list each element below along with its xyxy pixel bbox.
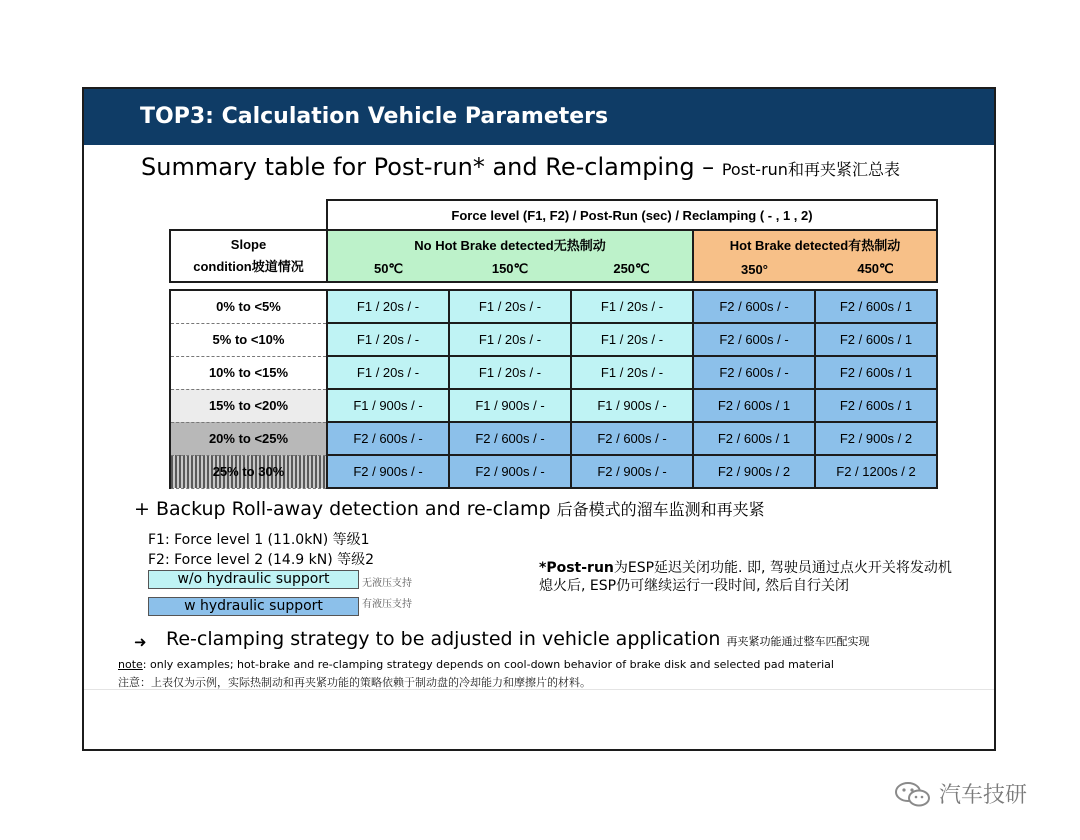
table-corner (170, 200, 327, 230)
slope-header-line2: condition坡道情况 (193, 259, 304, 274)
summary-table (169, 199, 938, 489)
legend-without-hydraulic: w/o hydraulic support (148, 570, 359, 589)
table-cell: F1 / 900s / - (449, 389, 571, 422)
legend-with-hydraulic: w hydraulic support (148, 597, 359, 616)
temp-50: 50℃ (327, 257, 449, 282)
table-cell: F2 / 600s / - (693, 290, 815, 323)
watermark-text: 汽车技研 (939, 783, 1028, 808)
note-en (118, 658, 834, 671)
slope-cell: 10% to <15% (170, 356, 327, 389)
slide-subtitle (141, 153, 900, 181)
subtitle-main: Summary table for Post-run* and Re-clamping – (141, 153, 715, 181)
slide (82, 87, 996, 751)
slope-cell: 20% to <25% (170, 422, 327, 455)
post-run-label: *Post-run (539, 560, 614, 576)
table-cell: F1 / 20s / - (571, 356, 693, 389)
arrow-right-icon: ➜ (134, 634, 147, 651)
table-cell: F1 / 20s / - (327, 356, 449, 389)
table-row (170, 356, 937, 389)
temp-350: 350° (693, 257, 815, 282)
slope-cell: 15% to <20% (170, 389, 327, 422)
slope-header (170, 230, 327, 282)
temp-150: 150℃ (449, 257, 571, 282)
table-cell: F2 / 900s / - (571, 455, 693, 488)
table-cell: F2 / 900s / 2 (815, 422, 937, 455)
table-spacer (170, 282, 937, 290)
backup-main: + Backup Roll-away detection and re-clamp (134, 498, 551, 520)
table-cell: F2 / 600s / 1 (815, 323, 937, 356)
slide-title: TOP3: Calculation Vehicle Parameters (140, 104, 609, 129)
slide-header (84, 89, 994, 145)
post-run-text: 为ESP延迟关闭功能. 即, 驾驶员通过点火开关将发动机熄火后, ESP仍可继续运行一段时间, 然后自行关闭 (539, 560, 952, 594)
table-cell: F2 / 600s / 1 (693, 389, 815, 422)
force-level-1: F1: Force level 1 (11.0kN) 等级1 (148, 532, 370, 548)
temp-450: 450℃ (815, 257, 937, 282)
backup-cn: 后备模式的溜车监测和再夹紧 (556, 500, 765, 519)
table-cell: F2 / 600s / - (571, 422, 693, 455)
table-cell: F2 / 600s / - (327, 422, 449, 455)
note-label: note (118, 658, 143, 671)
wechat-icon (893, 779, 933, 809)
table-cell: F1 / 20s / - (449, 356, 571, 389)
table-cell: F1 / 20s / - (449, 290, 571, 323)
table-row (170, 290, 937, 323)
table-cell: F2 / 900s / - (449, 455, 571, 488)
slope-cell: 0% to <5% (170, 290, 327, 323)
slope-header-line1: Slope (230, 237, 267, 252)
table-cell: F2 / 600s / 1 (693, 422, 815, 455)
reclamp-cn: 再夹紧功能通过整车匹配实现 (726, 635, 870, 648)
slope-cell: 5% to <10% (170, 323, 327, 356)
table-row (170, 323, 937, 356)
slide-bottom-strip (84, 689, 994, 751)
watermark (893, 778, 1027, 809)
table-cell: F2 / 600s / - (693, 323, 815, 356)
table-cell: F2 / 600s / - (449, 422, 571, 455)
no-hot-brake-header: No Hot Brake detected无热制动 (327, 230, 693, 257)
note-cn: 注意：上表仅为示例，实际热制动和再夹紧功能的策略依赖于制动盘的冷却能力和摩擦片的材料。 (118, 676, 591, 689)
table-cell: F1 / 900s / - (327, 389, 449, 422)
force-level-header: Force level (F1, F2) / Post-Run (sec) / Reclamping ( - , 1 , 2) (327, 200, 937, 230)
table-cell: F2 / 600s / 1 (815, 290, 937, 323)
legend-with-cn: 有液压支持 (362, 599, 412, 610)
table-row (170, 422, 937, 455)
table-cell: F1 / 20s / - (571, 290, 693, 323)
table-cell: F2 / 900s / 2 (693, 455, 815, 488)
table-cell: F1 / 900s / - (571, 389, 693, 422)
table-cell: F1 / 20s / - (449, 323, 571, 356)
legend-without-cn: 无液压支持 (362, 578, 412, 589)
table-cell: F2 / 600s / - (693, 356, 815, 389)
post-run-note (539, 559, 959, 595)
table-cell: F2 / 1200s / 2 (815, 455, 937, 488)
table-cell: F1 / 20s / - (327, 290, 449, 323)
table-row (170, 455, 937, 488)
table-cell: F2 / 600s / 1 (815, 356, 937, 389)
table-cell: F2 / 900s / - (327, 455, 449, 488)
force-level-2: F2: Force level 2 (14.9 kN) 等级2 (148, 552, 375, 568)
table-cell: F1 / 20s / - (571, 323, 693, 356)
table-row (170, 389, 937, 422)
slope-cell: 25% to 30% (170, 455, 327, 488)
table-cell: F2 / 600s / 1 (815, 389, 937, 422)
subtitle-cn: Post-run和再夹紧汇总表 (721, 160, 900, 179)
hot-brake-header: Hot Brake detected有热制动 (693, 230, 937, 257)
table-cell: F1 / 20s / - (327, 323, 449, 356)
backup-rollaway-line (134, 497, 765, 520)
note-text: : only examples; hot-brake and re-clamping strategy depends on cool-down behavior of brake disk and selected pad material (142, 658, 834, 671)
reclamp-strategy-line (166, 628, 870, 650)
temp-250: 250℃ (571, 257, 693, 282)
reclamp-main: Re-clamping strategy to be adjusted in vehicle application (166, 628, 721, 650)
